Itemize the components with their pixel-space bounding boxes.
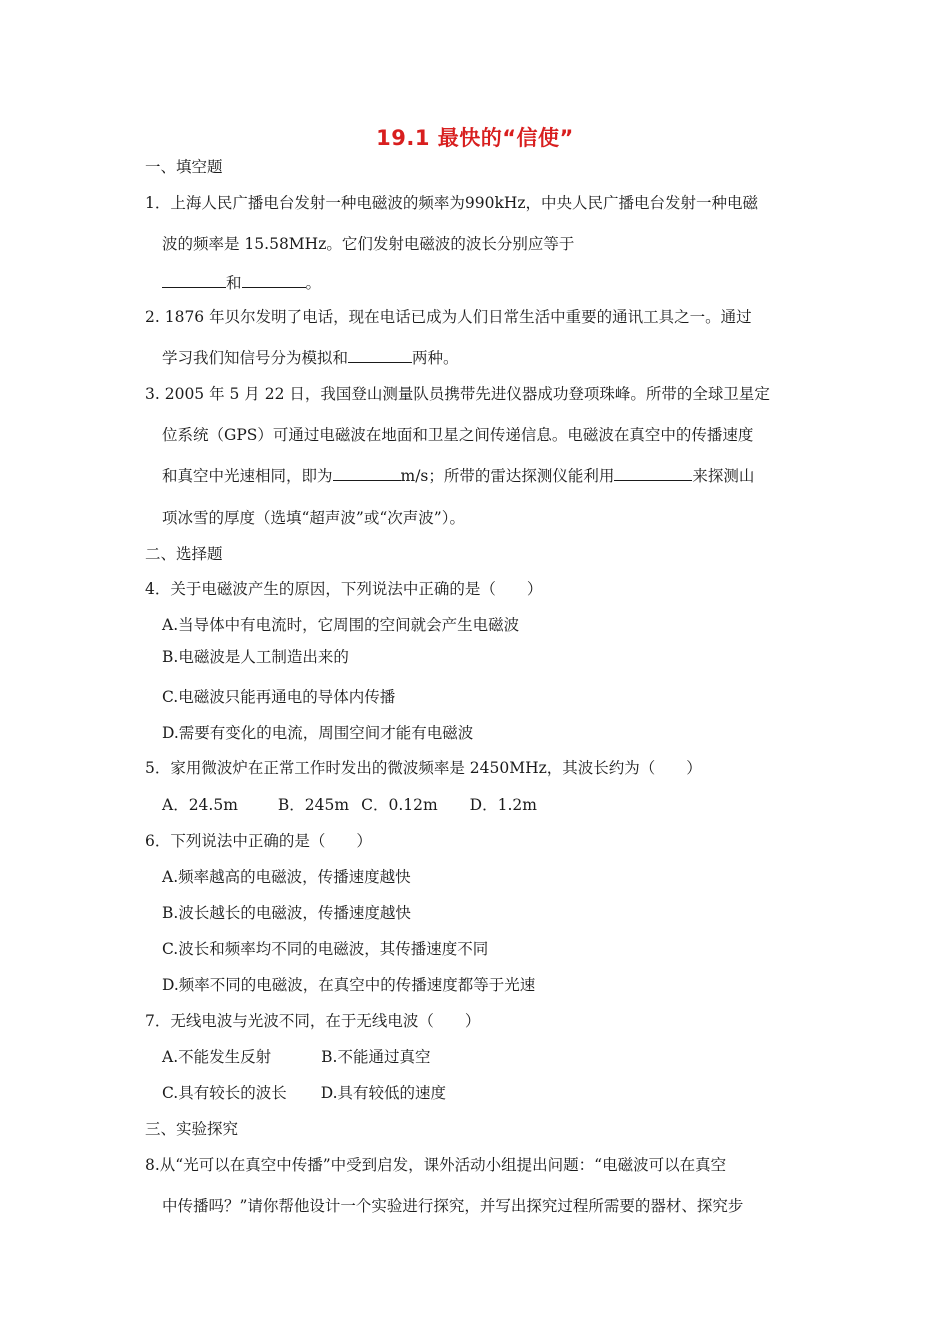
option-b[interactable]: B.波长越长的电磁波，传播速度越快: [162, 904, 411, 922]
question-1-line-3: [162, 273, 321, 293]
question-3-line-4: 项冰雪的厚度（选填“超声波”或“次声波”）。: [162, 509, 465, 527]
question-6-stem: 6．下列说法中正确的是（ ）: [145, 832, 372, 850]
option-d[interactable]: D．1.2m: [469, 796, 537, 814]
question-4-stem: 4．关于电磁波产生的原因，下列说法中正确的是（ ）: [145, 580, 543, 598]
question-7-options-row-2: [162, 1083, 446, 1103]
option-b[interactable]: B.不能通过真空: [321, 1048, 431, 1066]
question-3-line-2: 位系统（GPS）可通过电磁波在地面和卫星之间传递信息。电磁波在真空中的传播速度: [162, 426, 754, 444]
question-2-line-2: [162, 348, 459, 368]
blank-separator: 和: [226, 274, 242, 292]
question-1-line-2: 波的频率是 15.58MHz。它们发射电磁波的波长分别应等于: [162, 235, 575, 253]
question-1-line-1: 1．上海人民广播电台发射一种电磁波的频率为990kHz，中央人民广播电台发射一种电磁: [145, 194, 759, 212]
answer-blank[interactable]: [614, 466, 692, 481]
question-3-line-1: 3. 2005 年 5 月 22 日，我国登山测量队员携带先进仪器成功登项珠峰。所带的全球卫星定: [145, 385, 770, 403]
option-d[interactable]: D.需要有变化的电流，周围空间才能有电磁波: [162, 724, 474, 742]
option-a[interactable]: A.频率越高的电磁波，传播速度越快: [162, 868, 411, 886]
answer-blank[interactable]: [162, 273, 226, 288]
answer-blank[interactable]: [333, 466, 401, 481]
question-3-line-3: [162, 466, 754, 486]
line-text: 来探测山: [692, 467, 755, 485]
option-a[interactable]: A.不能发生反射: [162, 1048, 272, 1066]
option-b[interactable]: B．245m: [277, 796, 350, 814]
section-heading-multiple-choice: 二、选择题: [145, 545, 223, 563]
question-7-options-row-1: [162, 1047, 430, 1067]
line-end: 。: [305, 274, 322, 292]
line-text: 和真空中光速相同，即为: [162, 467, 333, 485]
option-d[interactable]: D.具有较低的速度: [320, 1084, 447, 1102]
line-text: 学习我们知信号分为模拟和: [162, 349, 349, 367]
option-b[interactable]: B.电磁波是人工制造出来的: [162, 648, 349, 666]
question-2-line-1: 2. 1876 年贝尔发明了电话，现在电话已成为人们日常生活中重要的通讯工具之一。通过: [145, 308, 752, 326]
question-5-stem: 5．家用微波炉在正常工作时发出的微波频率是 2450MHz，其波长约为（ ）: [145, 759, 702, 777]
answer-blank[interactable]: [242, 273, 306, 288]
option-c[interactable]: C.具有较长的波长: [162, 1084, 287, 1102]
question-5-options: [162, 795, 537, 815]
question-8-line-1: 8.从“光可以在真空中传播”中受到启发，课外活动小组提出问题：“电磁波可以在真空: [145, 1156, 727, 1174]
line-text: 两种。: [412, 349, 459, 367]
option-a[interactable]: A．24.5m: [162, 796, 238, 814]
section-heading-fill-blank: 一、填空题: [145, 158, 223, 176]
line-text: m/s；所带的雷达探测仪能利用: [400, 467, 615, 485]
page-title: 19.1 最快的“信使”: [376, 126, 574, 150]
section-heading-experiment: 三、实验探究: [145, 1120, 239, 1138]
answer-blank[interactable]: [348, 348, 412, 363]
option-c[interactable]: C.电磁波只能再通电的导体内传播: [162, 688, 396, 706]
question-8-line-2: 中传播吗？”请你帮他设计一个实验进行探究，并写出探究过程所需要的器材、探究步: [162, 1197, 744, 1215]
option-a[interactable]: A.当导体中有电流时，它周围的空间就会产生电磁波: [162, 616, 520, 634]
option-d[interactable]: D.频率不同的电磁波，在真空中的传播速度都等于光速: [162, 976, 536, 994]
question-7-stem: 7．无线电波与光波不同，在于无线电波（ ）: [145, 1012, 481, 1030]
option-c[interactable]: C.波长和频率均不同的电磁波，其传播速度不同: [162, 940, 489, 958]
option-c[interactable]: C．0.12m: [361, 796, 438, 814]
